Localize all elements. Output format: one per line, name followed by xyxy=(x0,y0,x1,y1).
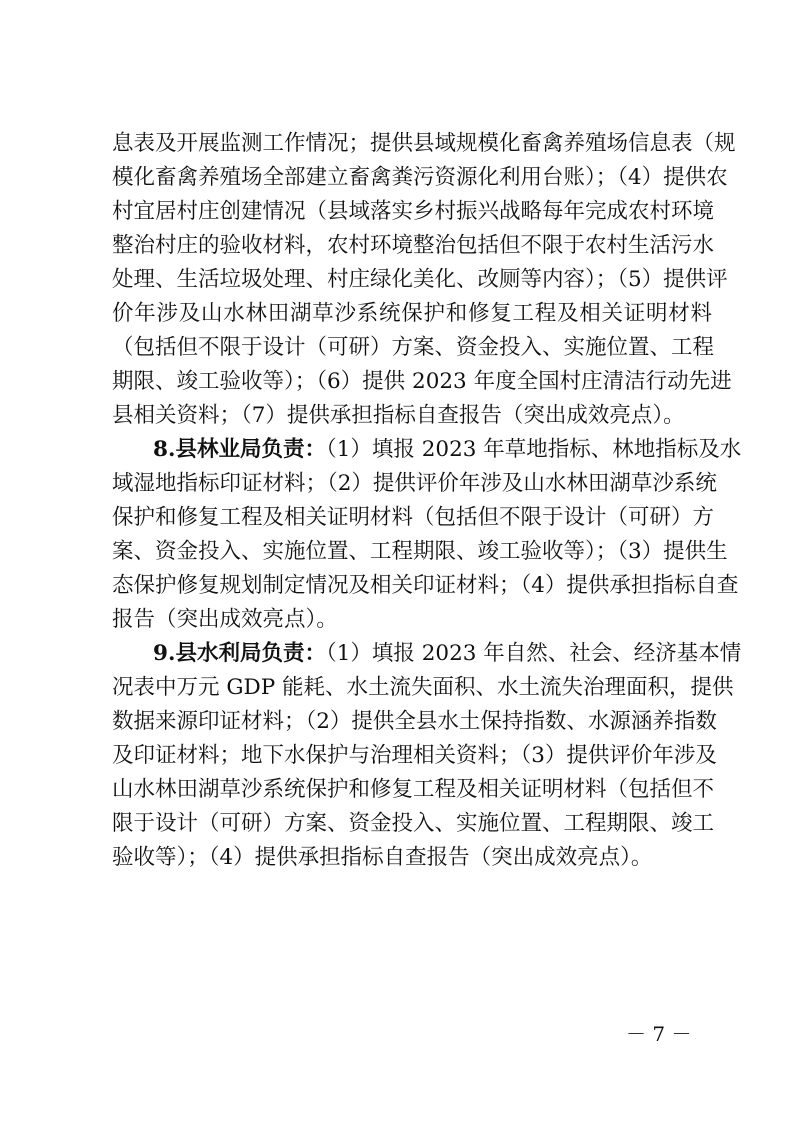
paragraph-1-line-5: 处理、生活垃圾处理、村庄绿化美化、改厕等内容）；（5）提供评 xyxy=(112,267,728,292)
paragraph-1-line-3: 村宜居村庄创建情况（县域落实乡村振兴战略每年完成农村环境 xyxy=(112,199,715,224)
paragraph-1-line-6: 价年涉及山水林田湖草沙系统保护和修复工程及相关证明材料 xyxy=(112,301,712,326)
paragraph-2-line-1-text: （1）填报 2023 年草地指标、林地指标及水 xyxy=(325,437,742,462)
paragraph-1-line-8: 期限、竣工验收等）；（6）提供 2023 年度全国村庄清洁行动先进 xyxy=(112,369,732,394)
paragraph-2-line-5: 态保护修复规划制定情况及相关印证材料；（4）提供承担指标自查 xyxy=(112,573,739,598)
paragraph-2-line-4: 案、资金投入、实施位置、工程期限、竣工验收等）；（3）提供生 xyxy=(112,539,728,564)
paragraph-3-line-1 xyxy=(153,637,742,671)
page-number: － 7 － xyxy=(626,1022,692,1046)
paragraph-1-line-2: 模化畜禽养殖场全部建立畜禽粪污资源化利用台账）；（4）提供农 xyxy=(112,165,728,190)
paragraph-3-line-5: 山水林田湖草沙系统保护和修复工程及相关证明材料（包括但不 xyxy=(112,777,715,802)
paragraph-3-line-6: 限于设计（可研）方案、资金投入、实施位置、工程期限、竣工 xyxy=(112,811,715,836)
paragraph-2-line-2: 域湿地指标印证材料；（2）提供评价年涉及山水林田湖草沙系统 xyxy=(112,471,717,496)
paragraph-2-line-1 xyxy=(153,433,742,467)
paragraph-1-line-7: （包括但不限于设计（可研）方案、资金投入、实施位置、工程 xyxy=(112,335,715,360)
paragraph-1-line-4: 整治村庄的验收材料，农村环境整治包括但不限于农村生活污水 xyxy=(112,233,715,258)
paragraph-3-line-2: 况表中万元 GDP 能耗、水土流失面积、水土流失治理面积，提供 xyxy=(112,675,734,700)
paragraph-3-line-1-text: （1）填报 2023 年自然、社会、经济基本情 xyxy=(325,641,742,666)
paragraph-3-line-7: 验收等）；（4）提供承担指标自查报告（突出成效亮点）。 xyxy=(112,845,653,870)
paragraph-1-line-9: 县相关资料；（7）提供承担指标自查报告（突出成效亮点）。 xyxy=(112,403,685,428)
paragraph-3-line-3: 数据来源印证材料；（2）提供全县水土保持指数、水源涵养指数 xyxy=(112,709,717,734)
paragraph-2-line-3: 保护和修复工程及相关证明材料（包括但不限于设计（可研）方 xyxy=(112,505,715,530)
paragraph-3-line-4: 及印证材料；地下水保护与治理相关资料；（3）提供评价年涉及 xyxy=(112,743,717,768)
paragraph-2-line-6: 报告（突出成效亮点）。 xyxy=(112,607,338,632)
paragraph-1-line-1: 息表及开展监测工作情况；提供县域规模化畜禽养殖场信息表（规 xyxy=(112,131,736,156)
paragraph-2-lead: 8.县林业局负责： xyxy=(153,437,326,462)
paragraph-3-lead: 9.县水利局负责： xyxy=(153,641,326,666)
